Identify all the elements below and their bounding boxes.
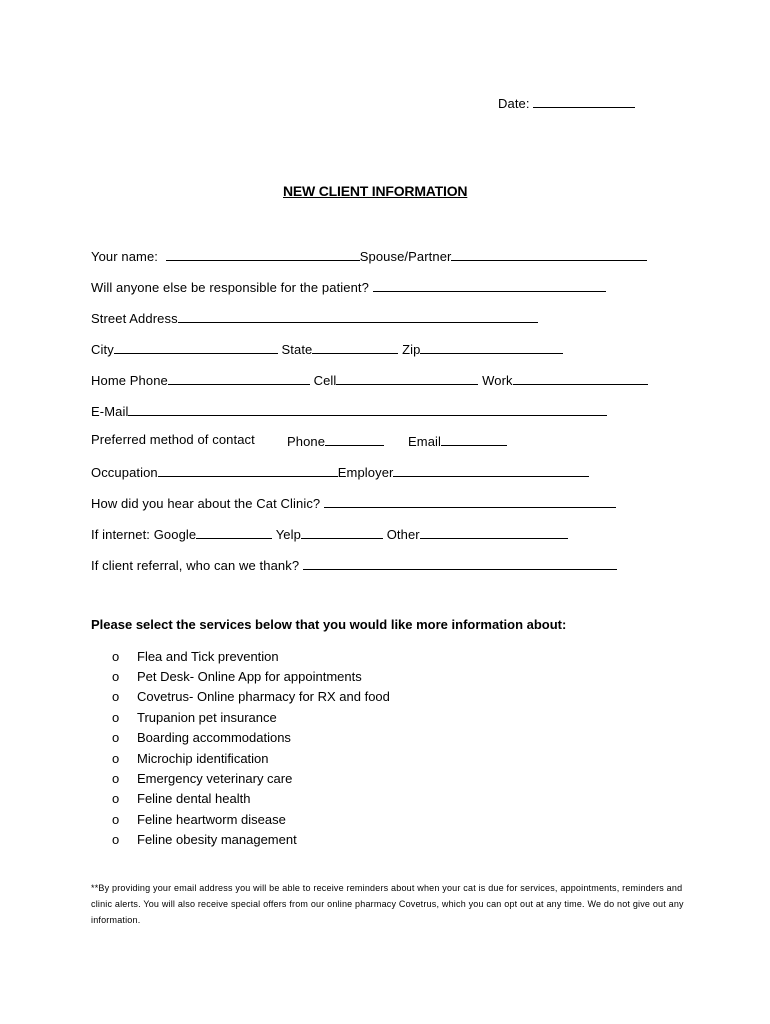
cell-line[interactable] [336, 371, 478, 385]
referral-label: If client referral, who can we thank? [91, 558, 300, 573]
date-label: Date: [498, 96, 530, 111]
service-item[interactable] [112, 707, 390, 727]
hear-row [91, 494, 616, 511]
spouse-partner-label: Spouse/Partner [359, 249, 452, 264]
your-name-line[interactable] [166, 247, 360, 261]
service-item[interactable] [112, 830, 390, 850]
checkbox-circle-icon[interactable]: o [112, 648, 120, 664]
phone-row [91, 371, 648, 388]
email-label: E-Mail [91, 404, 129, 419]
checkbox-circle-icon[interactable]: o [112, 709, 120, 725]
street-row [91, 309, 538, 326]
service-item[interactable] [112, 687, 390, 707]
street-line[interactable] [178, 309, 538, 323]
cell-label: Cell [313, 373, 337, 388]
checkbox-circle-icon[interactable]: o [112, 669, 120, 685]
service-label: Microchip identification [137, 750, 269, 766]
occupation-line[interactable] [158, 463, 338, 477]
street-label: Street Address [91, 311, 178, 326]
checkbox-circle-icon[interactable]: o [112, 811, 120, 827]
service-item[interactable] [112, 809, 390, 829]
checkbox-circle-icon[interactable]: o [112, 689, 120, 705]
preferred-phone-label: Phone [287, 434, 326, 449]
work-label: Work [482, 373, 513, 388]
checkbox-circle-icon[interactable]: o [112, 750, 120, 766]
preferred-label: Preferred method of contact [91, 432, 255, 447]
services-list [112, 646, 390, 850]
referral-line[interactable] [303, 556, 617, 570]
service-label: Pet Desk- Online App for appointments [137, 669, 362, 685]
state-line[interactable] [312, 340, 398, 354]
other-line[interactable] [420, 525, 568, 539]
home-phone-label: Home Phone [91, 373, 168, 388]
city-line[interactable] [114, 340, 278, 354]
service-item[interactable] [112, 789, 390, 809]
service-item[interactable] [112, 768, 390, 788]
service-label: Boarding accommodations [137, 730, 291, 746]
preferred-phone-option [287, 432, 384, 449]
city-row [91, 340, 563, 357]
page-title: NEW CLIENT INFORMATION [283, 183, 468, 199]
home-phone-line[interactable] [168, 371, 310, 385]
internet-google-label: If internet: Google [91, 527, 197, 542]
work-line[interactable] [513, 371, 648, 385]
preferred-contact-row [91, 432, 255, 447]
service-label: Emergency veterinary care [137, 771, 293, 787]
service-label: Trupanion pet insurance [137, 709, 277, 725]
state-label: State [281, 342, 313, 357]
date-input-line[interactable] [533, 94, 635, 108]
service-label: Covetrus- Online pharmacy for RX and food [137, 689, 390, 705]
checkbox-circle-icon[interactable]: o [112, 730, 120, 746]
responsible-row [91, 278, 606, 295]
employer-label: Employer [337, 465, 394, 480]
google-line[interactable] [196, 525, 272, 539]
service-item[interactable] [112, 748, 390, 768]
checkbox-circle-icon[interactable]: o [112, 832, 120, 848]
your-name-label: Your name: [91, 249, 159, 264]
other-label: Other [386, 527, 420, 542]
zip-line[interactable] [420, 340, 563, 354]
services-heading: Please select the services below that you would like more information about: [91, 617, 567, 632]
occupation-label: Occupation [91, 465, 158, 480]
yelp-line[interactable] [301, 525, 383, 539]
service-label: Feline heartworm disease [137, 811, 286, 827]
responsible-label: Will anyone else be responsible for the patient? [91, 280, 369, 295]
email-row [91, 402, 607, 419]
service-item[interactable] [112, 728, 390, 748]
preferred-email-label: Email [408, 434, 442, 449]
preferred-email-option [408, 432, 507, 449]
yelp-label: Yelp [275, 527, 301, 542]
hear-label: How did you hear about the Cat Clinic? [91, 496, 321, 511]
employer-line[interactable] [393, 463, 589, 477]
zip-label: Zip [402, 342, 421, 357]
footnote: **By providing your email address you will be able to receive reminders about when your cat is due for services, appointments, reminders and clinic alerts. You will also receive special offers from our online pharmacy Covetrus, which you can opt out at any time. We do not give out any information. [91, 883, 684, 925]
checkbox-circle-icon[interactable]: o [112, 791, 120, 807]
occupation-row [91, 463, 589, 480]
responsible-line[interactable] [373, 278, 606, 292]
referral-row [91, 556, 617, 573]
service-label: Feline dental health [137, 791, 251, 807]
email-line[interactable] [128, 402, 607, 416]
service-label: Flea and Tick prevention [137, 648, 279, 664]
spouse-partner-line[interactable] [451, 247, 647, 261]
date-field [498, 94, 635, 111]
service-item[interactable] [112, 646, 390, 666]
internet-row [91, 525, 568, 542]
preferred-phone-line[interactable] [325, 432, 384, 446]
service-label: Feline obesity management [137, 832, 297, 848]
name-row [91, 247, 647, 264]
preferred-email-line[interactable] [441, 432, 507, 446]
hear-line[interactable] [324, 494, 616, 508]
checkbox-circle-icon[interactable]: o [112, 771, 120, 787]
city-label: City [91, 342, 114, 357]
service-item[interactable] [112, 666, 390, 686]
